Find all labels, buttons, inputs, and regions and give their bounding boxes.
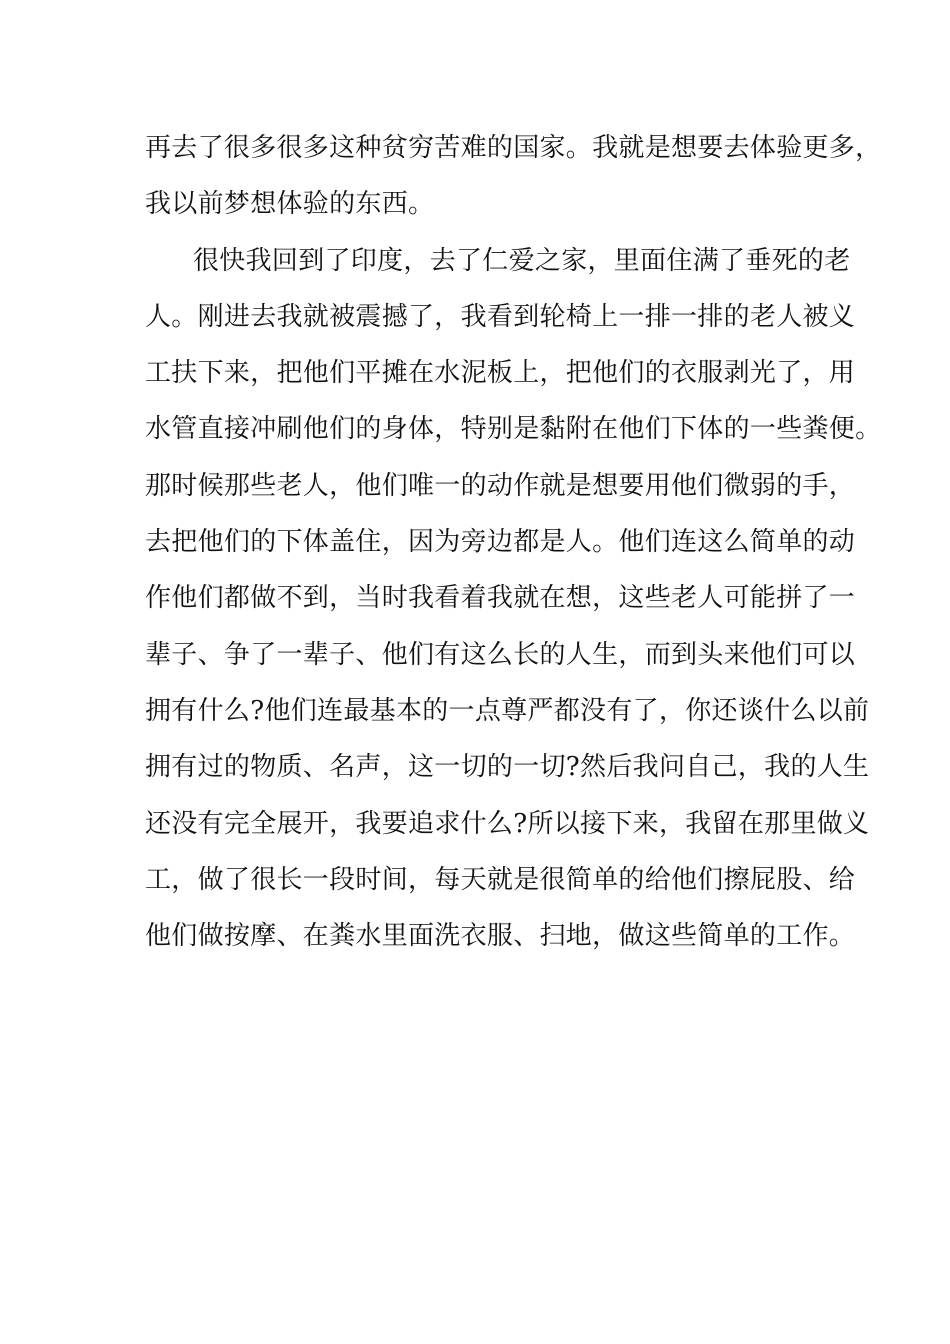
text-line: 去把他们的下体盖住，因为旁边都是人。他们连这么简单的动: [145, 527, 856, 558]
text-line: 我以前梦想体验的东西。: [145, 189, 435, 220]
paragraph-start-line: 很快我回到了印度，去了仁爱之家，里面住满了垂死的老: [193, 245, 851, 276]
text-line: 工扶下来，把他们平摊在水泥板上，把他们的衣服剥光了，用: [145, 358, 856, 389]
text-line: 他们做按摩、在粪水里面洗衣服、扫地，做这些简单的工作。: [145, 921, 856, 952]
text-line: 拥有过的物质、名声，这一切的一切?然后我问自己，我的人生: [145, 752, 870, 783]
body-text: [145, 125, 882, 969]
text-line: 辈子、争了一辈子、他们有这么长的人生，而到头来他们可以: [145, 639, 856, 670]
text-line: 拥有什么?他们连最基本的一点尊严都没有了，你还谈什么以前: [145, 695, 870, 726]
text-line: 人。刚进去我就被震撼了，我看到轮椅上一排一排的老人被义: [145, 301, 856, 332]
text-line: 那时候那些老人，他们唯一的动作就是想要用他们微弱的手，: [145, 470, 856, 501]
text-line: 再去了很多很多这种贫穷苦难的国家。我就是想要去体验更多，: [145, 133, 882, 163]
text-line: 作他们都做不到，当时我看着我就在想，这些老人可能拼了一: [145, 583, 856, 614]
text-line: 还没有完全展开，我要追求什么?所以接下来，我留在那里做义: [145, 808, 870, 839]
text-line: 水管直接冲刷他们的身体，特别是黏附在他们下体的一些粪便。: [145, 414, 882, 445]
text-line: 工，做了很长一段时间，每天就是很简单的给他们擦屁股、给: [145, 864, 856, 895]
